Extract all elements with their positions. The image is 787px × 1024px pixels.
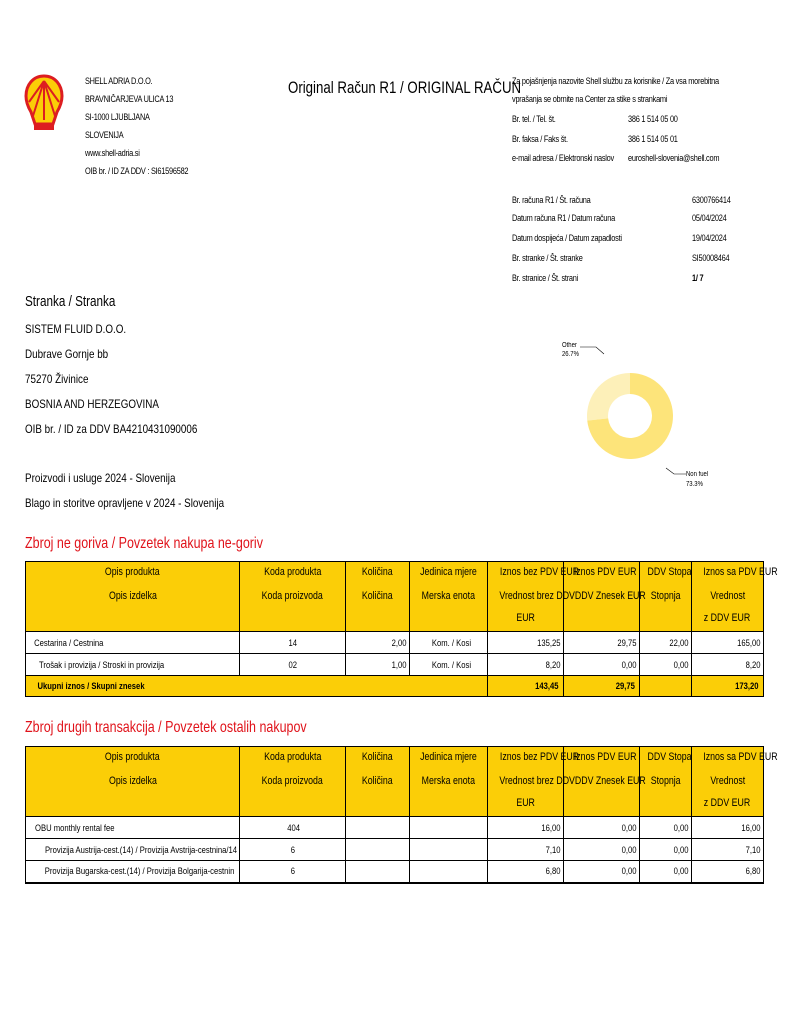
contact-email: euroshell-slovenia@shell.com [628,153,720,163]
column-header [346,562,410,586]
column-header-text: z DDV EUR [704,796,751,809]
column-header [410,747,488,771]
table-cell [410,817,488,839]
table-cell [346,632,410,654]
cell-text: 0,00 [674,844,689,855]
column-header [26,562,240,586]
table-cell [640,817,692,839]
total-text: Ukupni iznos / Skupni znesek [37,681,145,691]
table-cell [488,861,564,883]
cell-text: 0,00 [622,822,637,833]
column-header [410,771,488,793]
shell-logo [24,72,64,134]
slice-percent: 26.7% [562,351,579,358]
column-header [240,771,346,793]
table-cell [346,861,410,883]
column-header-text: Opis produkta [105,566,160,578]
company-line: SHELL ADRIA D.O.O. [85,76,153,86]
table-cell [488,632,564,654]
column-header [564,586,646,608]
cell-text: 16,00 [541,822,561,833]
cell-text: 16,00 [741,822,761,833]
column-header-text: Merska enota [421,774,476,787]
table-cell [240,839,346,861]
table-row [26,839,764,861]
column-header-text: DDV Stopa [647,566,692,578]
column-header [240,747,346,771]
column-header-text: Opis produkta [105,751,160,763]
column-header-text: Vrednost brez DDV [499,774,575,787]
customer-line: Dubrave Gornje bb [25,347,109,361]
cell-text: 0,00 [622,659,637,670]
column-header-text: EUR [516,611,535,624]
table-cell [640,861,692,883]
donut-chart-svg [590,332,670,500]
slice-label: Other [562,342,577,349]
contact-intro: vprašanja se obrnite na Center za stike s strankami [512,94,668,104]
cell-text: Provizija Bugarska-cest.(14) / Provizija Bolgarija-cestnin [44,866,235,877]
column-header-text: Opis izdelka [108,774,157,787]
table-cell [564,632,640,654]
cell-text: 0,00 [674,822,689,833]
column-header-text: Iznos bez PDV EUR [499,566,580,578]
table-cell [410,632,488,654]
cell-text: OBU monthly rental fee [35,822,115,833]
cell-text: 0,00 [674,866,689,877]
invoice-label: Datum računa R1 / Datum računa [512,213,615,223]
column-header-text: DDV Znesek EUR [574,774,646,787]
column-header [692,771,764,793]
column-header-text: Iznos PDV EUR [573,751,637,763]
table-row [26,632,764,654]
total-cell [640,676,692,697]
cell-text: 165,00 [737,637,761,648]
column-header-text: Koda proizvoda [261,589,324,602]
cell-text: 0,00 [622,844,637,855]
column-header [488,562,580,586]
column-header [410,608,488,632]
total-text: 143,45 [535,681,559,691]
leader-line-nonfuel [664,466,688,478]
column-header [26,608,240,632]
table-cell [26,839,240,861]
donut-chart [590,332,670,500]
total-text: 173,20 [735,681,759,691]
invoice-label: Datum dospijeća / Datum zapadlosti [512,233,622,243]
column-header [564,562,640,586]
table-row [26,861,764,883]
period-line: Blago in storitve opravljene v 2024 - Slovenija [25,496,225,510]
column-header [240,793,346,817]
period-line: Proizvodi i usluge 2024 - Slovenija [25,471,176,485]
column-header-text: Iznos sa PDV EUR [703,751,778,763]
table-cell [488,839,564,861]
column-header-text: Količina [362,566,393,578]
contact-label: Br. faksa / Faks št. [512,134,568,144]
donut-slice-other [587,373,630,421]
total-row [26,676,764,697]
invoice-label: Br. stranke / Št. stranke [512,253,583,263]
customer-line: 75270 Živinice [25,372,89,386]
table-cell [240,861,346,883]
cell-text: Cestarina / Cestnina [34,637,104,648]
column-header [488,747,580,771]
cell-text: 8,20 [546,659,561,670]
customer-line: SISTEM FLUID D.O.O. [25,322,127,336]
slice-percent: 73.3% [686,481,703,488]
column-header-text: Vrednost [710,774,745,787]
company-line: www.shell-adria.si [85,148,140,158]
cell-text: 2,00 [392,637,407,648]
column-header [564,793,640,817]
company-line: SLOVENIJA [85,130,124,140]
cell-text: 29,75 [617,637,637,648]
cell-text: 6 [290,866,295,877]
column-header-text: Jedinica mjere [420,566,477,578]
column-header [640,608,692,632]
table-header-row [26,608,764,632]
column-header [488,793,564,817]
contact-info [512,72,752,108]
column-header [240,608,346,632]
table-cell [564,654,640,676]
total-cell [26,676,488,697]
column-header [640,747,692,771]
table-cell [692,632,764,654]
column-header [640,793,692,817]
column-header-text: EUR [516,796,535,809]
cell-text: Trošak i provizija / Stroski in provizija [39,659,165,670]
column-header-text: Vrednost [710,589,745,602]
column-header [410,562,488,586]
column-header-text: DDV Stopa [647,751,692,763]
column-header-text: z DDV EUR [704,611,751,624]
column-header [564,608,640,632]
column-header [26,793,240,817]
column-header [26,586,240,608]
other-transactions-table [25,746,778,884]
column-header [640,562,692,586]
column-header [488,771,575,793]
column-header-text: Opis izdelka [108,589,157,602]
table-cell [564,861,640,883]
total-text: 29,75 [616,681,636,691]
table-header-row [26,586,764,608]
cell-text: 14 [288,637,298,648]
cell-text: 6,80 [746,866,761,877]
column-header-text: Količina [362,751,393,763]
column-header [692,747,778,771]
column-header-text: Količina [362,589,393,602]
cell-text: 0,00 [622,866,637,877]
cell-text: 404 [287,822,301,833]
document-title: Original Račun R1 / ORIGINAL RAČUN [288,78,522,97]
total-cell [692,676,764,697]
cell-text: 1,00 [392,659,407,670]
column-header [692,608,764,632]
column-header [564,747,640,771]
total-cell [488,676,564,697]
cell-text: 6 [290,844,295,855]
column-header-text: Jedinica mjere [420,751,477,763]
column-header-text: Koda produkta [263,751,322,763]
leader-line-other [578,344,608,356]
nonfuel-table [25,561,778,697]
column-header [26,771,240,793]
column-header-text: Stopnja [650,774,681,787]
table-cell [640,654,692,676]
table-cell [564,817,640,839]
cell-text: 0,00 [674,659,689,670]
column-header [346,608,410,632]
column-header [488,608,564,632]
contact-intro: Za pojašnjenja nazovite Shell službu za korisnike / Za vsa morebitna [512,76,719,86]
column-header [346,586,410,608]
contact-label: e-mail adresa / Elektronski naslov [512,153,614,163]
cell-text: 7,10 [746,844,761,855]
column-header-text: Količina [362,774,393,787]
cell-text: 6,80 [546,866,561,877]
table-cell [692,839,764,861]
cell-text: 22,00 [669,637,689,648]
cell-text: 8,20 [746,659,761,670]
column-header [488,586,575,608]
table-row [26,817,764,839]
invoice-label: Br. računa R1 / Št. računa [512,195,591,205]
table-header-row [26,562,764,586]
customer-heading: Stranka / Stranka [25,293,116,310]
contact-label: Br. tel. / Tel. št. [512,114,556,124]
column-header [692,793,764,817]
column-header [692,562,778,586]
section-title-other: Zbroj drugih transakcija / Povzetek ostalih nakupov [25,719,307,736]
table-cell [488,654,564,676]
cell-text: 7,10 [546,844,561,855]
column-header-text: Vrednost brez DDV [499,589,575,602]
table-cell [640,839,692,861]
table-header-row [26,747,764,771]
cell-text: 02 [288,659,298,670]
table-cell [346,817,410,839]
table-cell [640,632,692,654]
customer-line: BOSNIA AND HERZEGOVINA [25,397,159,411]
table-cell [26,632,240,654]
due-date: 19/04/2024 [692,233,727,243]
table-cell [26,861,240,883]
invoice-number: 6300766414 [692,195,731,205]
company-address [85,72,211,180]
column-header-text: Iznos bez PDV EUR [499,751,580,763]
table-cell [346,654,410,676]
column-header [240,562,346,586]
column-header-text: Stopnja [650,589,681,602]
table-cell [240,632,346,654]
column-header [240,586,346,608]
table-cell [26,817,240,839]
company-line: OIB br. / ID ZA DDV : SI61596582 [85,166,189,176]
column-header [564,771,646,793]
table-header-row [26,771,764,793]
table-cell [692,817,764,839]
contact-value: 386 1 514 05 00 [628,114,678,124]
column-header-text: Koda proizvoda [261,774,324,787]
table-cell [346,839,410,861]
invoice-date: 05/04/2024 [692,213,727,223]
column-header-text: Koda produkta [263,566,322,578]
column-header [346,771,410,793]
column-header-text: Iznos sa PDV EUR [703,566,778,578]
column-header-text: Iznos PDV EUR [573,566,637,578]
section-title-nonfuel: Zbroj ne goriva / Povzetek nakupa ne-goriv [25,535,263,552]
cell-text: 135,25 [537,637,561,648]
table-cell [488,817,564,839]
column-header [640,586,692,608]
customer-address [25,322,235,447]
customer-number: SI50008464 [692,253,730,263]
table-cell [564,839,640,861]
chart-label-other [562,341,579,359]
table-cell [410,839,488,861]
table-cell [26,654,240,676]
table-cell [240,817,346,839]
table-header-row [26,793,764,817]
cell-text: Kom. / Kosi [432,659,472,670]
invoice-label: Br. stranice / Št. strani [512,273,579,283]
total-cell [564,676,640,697]
cell-text: Kom. / Kosi [432,637,472,648]
column-header [346,747,410,771]
table-cell [692,861,764,883]
column-header [692,586,764,608]
table-cell [240,654,346,676]
column-header [346,793,410,817]
column-header [26,747,240,771]
column-header-text: DDV Znesek EUR [574,589,646,602]
column-header-text: Merska enota [421,589,476,602]
column-header [640,771,692,793]
table-row [26,654,764,676]
customer-line: OIB br. / ID za DDV BA4210431090006 [25,422,198,436]
company-line: BRAVNIČARJEVA ULICA 13 [85,94,174,104]
company-line: SI-1000 LJUBLJANA [85,112,150,122]
page-number: 1/ 7 [692,273,704,283]
chart-label-nonfuel [686,470,708,490]
table-cell [410,654,488,676]
table-cell [410,861,488,883]
column-header [410,586,488,608]
table-cell [692,654,764,676]
cell-text: Provizija Austrija-cest.(14) / Provizija Avstrija-cestnina/14 [44,844,237,855]
slice-label: Non fuel [686,471,709,478]
column-header [410,793,488,817]
contact-value: 386 1 514 05 01 [628,134,678,144]
